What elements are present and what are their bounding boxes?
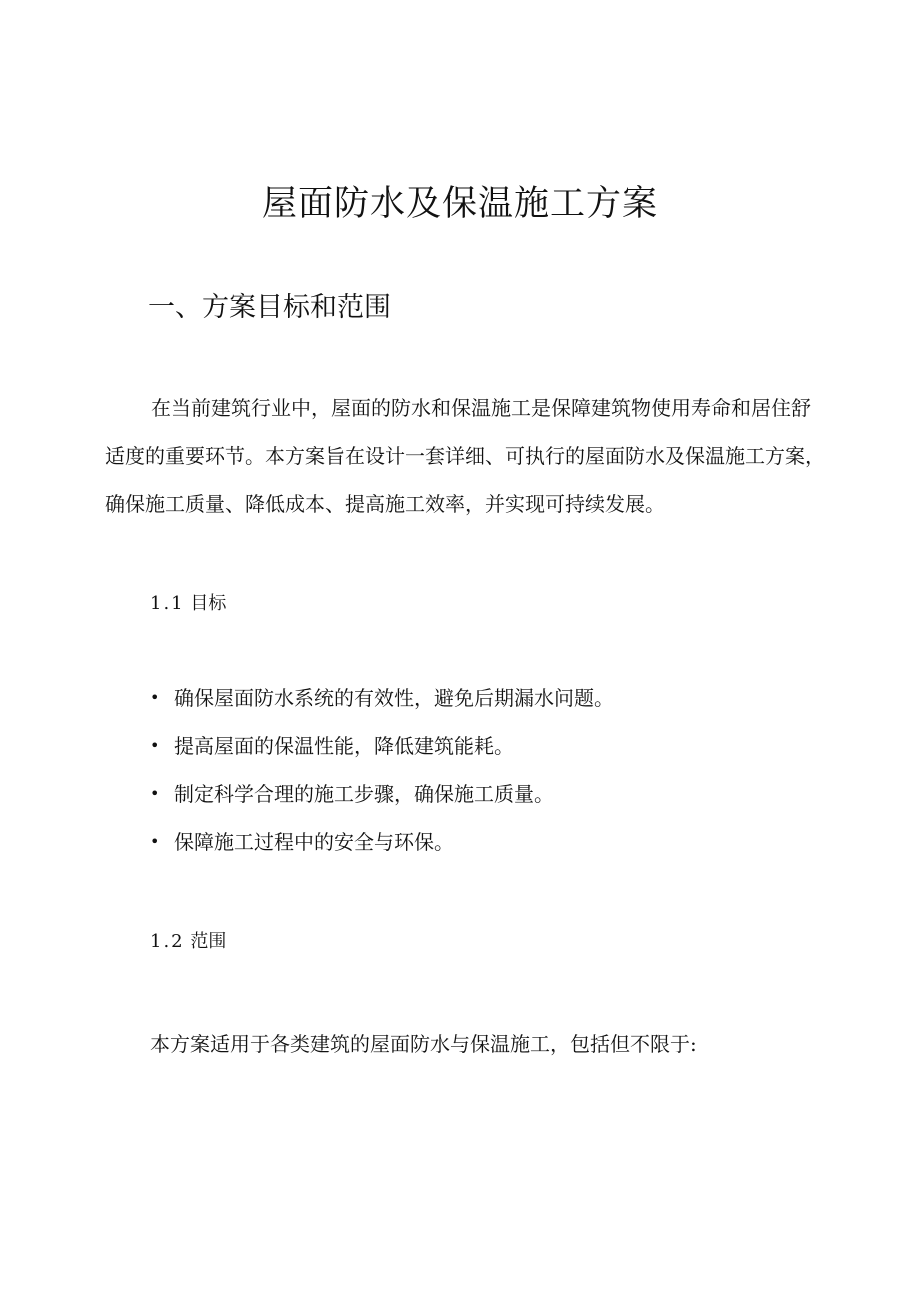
list-item bbox=[150, 770, 614, 818]
subheading-number: 1.1 bbox=[150, 593, 185, 614]
goal-list bbox=[150, 674, 614, 866]
list-item bbox=[150, 722, 614, 770]
list-item-text: 保障施工过程中的安全与环保。 bbox=[174, 830, 454, 854]
subheading-number: 1.2 bbox=[150, 931, 185, 952]
subheading-label: 目标 bbox=[190, 593, 227, 614]
subheading-scope bbox=[150, 928, 226, 956]
bullet-icon: • bbox=[150, 784, 160, 803]
scope-paragraph: 本方案适用于各类建筑的屋面防水与保温施工，包括但不限于: bbox=[150, 1032, 697, 1056]
bullet-icon: • bbox=[150, 736, 160, 755]
bullet-icon: • bbox=[150, 832, 160, 851]
section-heading: 一、方案目标和范围 bbox=[148, 292, 391, 323]
list-item bbox=[150, 674, 614, 722]
intro-paragraph: 在当前建筑行业中，屋面的防水和保温施工是保障建筑物使用寿命和居住舒适度的重要环节。本方案旨在设计一套详细、可执行的屋面防水及保温施工方案，确保施工质量、降低成本、提高施工效率，并实现可持续发展。 bbox=[105, 396, 825, 516]
bullet-icon: • bbox=[150, 688, 160, 707]
subheading-goal bbox=[150, 590, 226, 618]
list-item-text: 提高屋面的保温性能，降低建筑能耗。 bbox=[174, 734, 514, 758]
document-title: 屋面防水及保温施工方案 bbox=[261, 184, 658, 224]
list-item-text: 确保屋面防水系统的有效性，避免后期漏水问题。 bbox=[174, 686, 614, 710]
list-item-text: 制定科学合理的施工步骤，确保施工质量。 bbox=[174, 782, 554, 806]
list-item bbox=[150, 818, 614, 866]
subheading-label: 范围 bbox=[190, 931, 227, 952]
